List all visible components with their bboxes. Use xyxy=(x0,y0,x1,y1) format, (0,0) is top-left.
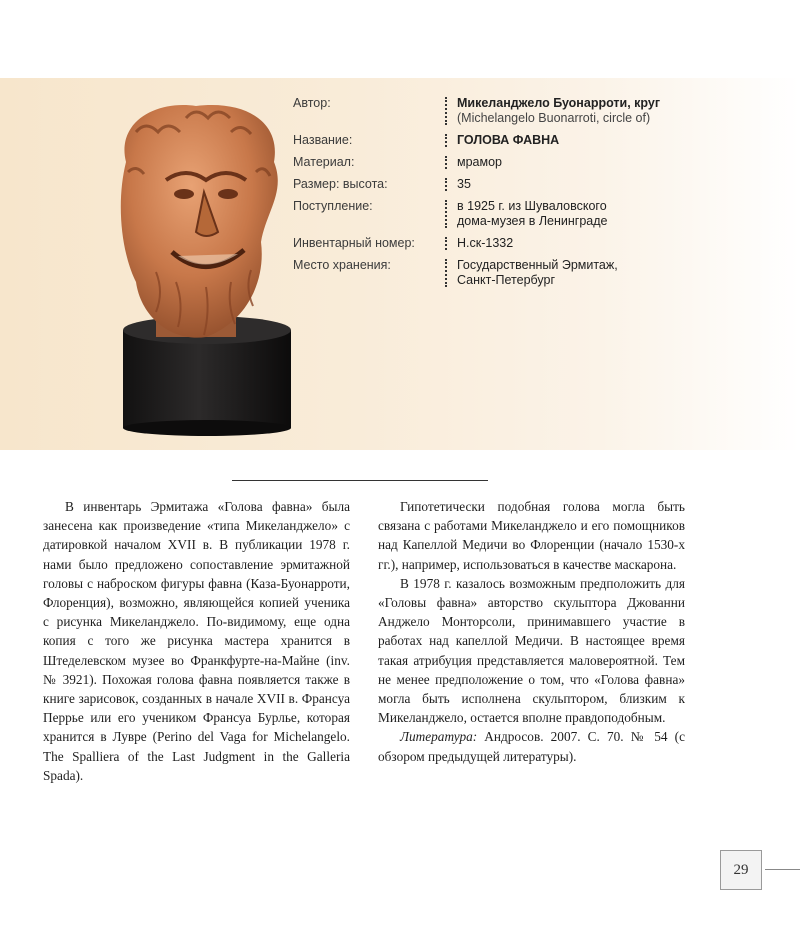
author-name: Микеланджело Буонарроти, круг xyxy=(457,96,661,110)
size-row xyxy=(293,177,773,192)
literature-text: Андросов. 2007. С. 70. № 54 (с обзором предыдущей литературы). xyxy=(378,729,685,764)
material-value: мрамор xyxy=(443,155,773,170)
size-value: 35 xyxy=(443,177,773,192)
acquisition-line-2: дома-музея в Ленинграде xyxy=(457,214,608,228)
material-row xyxy=(293,155,773,170)
author-value xyxy=(443,96,773,126)
text-column-left xyxy=(43,497,350,785)
inventory-row xyxy=(293,236,773,251)
location-line-2: Санкт-Петербург xyxy=(457,273,556,287)
inventory-value: Н.ск-1332 xyxy=(443,236,773,251)
title-row xyxy=(293,133,773,148)
size-label: Размер: высота: xyxy=(293,177,388,191)
acquisition-row xyxy=(293,199,773,229)
material-label: Материал: xyxy=(293,155,355,169)
catalog-info xyxy=(293,96,773,295)
author-label: Автор: xyxy=(293,96,331,110)
acquisition-line-1: в 1925 г. из Шуваловского xyxy=(457,199,607,213)
author-latin: (Michelangelo Buonarroti, circle of) xyxy=(457,111,651,125)
acquisition-label: Поступление: xyxy=(293,199,373,213)
location-row xyxy=(293,258,773,288)
page-number: 29 xyxy=(720,850,762,890)
location-label: Место хранения: xyxy=(293,258,391,272)
location-line-1: Государственный Эрмитаж, xyxy=(457,258,618,272)
section-divider xyxy=(232,480,488,481)
author-row xyxy=(293,96,773,126)
text-column-right xyxy=(378,497,685,766)
faun-head-sculpture-image xyxy=(96,92,326,437)
inventory-label: Инвентарный номер: xyxy=(293,236,415,250)
right-paragraph-1: Гипотетически подобная голова могла быть связана с работами Микеланджело и его помощников над Капеллой Медичи во Флоренции (начало 1530-х гг.), например, использоваться в качестве маскарона. xyxy=(378,499,685,572)
page-number-line xyxy=(765,869,800,870)
title-label: Название: xyxy=(293,133,353,147)
left-paragraph: В инвентарь Эрмитажа «Голова фавна» была занесена как произведение «типа Микеланджело» с датировкой началом XVII в. В публикации 1978 г. нами было предложено сопоставление эрмитажной головы с наброском фигуры фавна (Каза-Буонарроти, Флоренция), возможно, являющейся копией ученика с рисунка Микеланджело. По-видимому, еще одна копия с того же рисунка мастера хранится в Штеделевском музее во Франкфурте-на-Майне (inv. № 3921). Похожая голова фавна появляется также в книге зарисовок, созданных в начале XVII в. Франсуа Перрье или его учеником Франсуа Бурлье, которая хранится в Лувре (Perino del Vaga for Michelangelo. The Spalliera of the Last Judgment in the Galleria Spada). xyxy=(43,499,350,783)
title-text: ГОЛОВА ФАВНА xyxy=(457,133,560,147)
acquisition-value xyxy=(443,199,773,229)
literature-paragraph xyxy=(378,727,685,765)
literature-label: Литература: xyxy=(400,729,478,745)
right-paragraph-2: В 1978 г. казалось возможным предположить для «Головы фавна» авторство скульптора Джованни Анджело Монторсоли, принимавшего участие в работах над капеллой Медичи. В настоящее время такая атрибуция представляется маловероятной. Тем не менее предположение о том, что «Голова фавна» могла быть исполнена скульптором, близким к Микеланджело, остается вполне правдоподобным. xyxy=(378,575,685,726)
title-value xyxy=(443,133,773,148)
location-value xyxy=(443,258,773,288)
